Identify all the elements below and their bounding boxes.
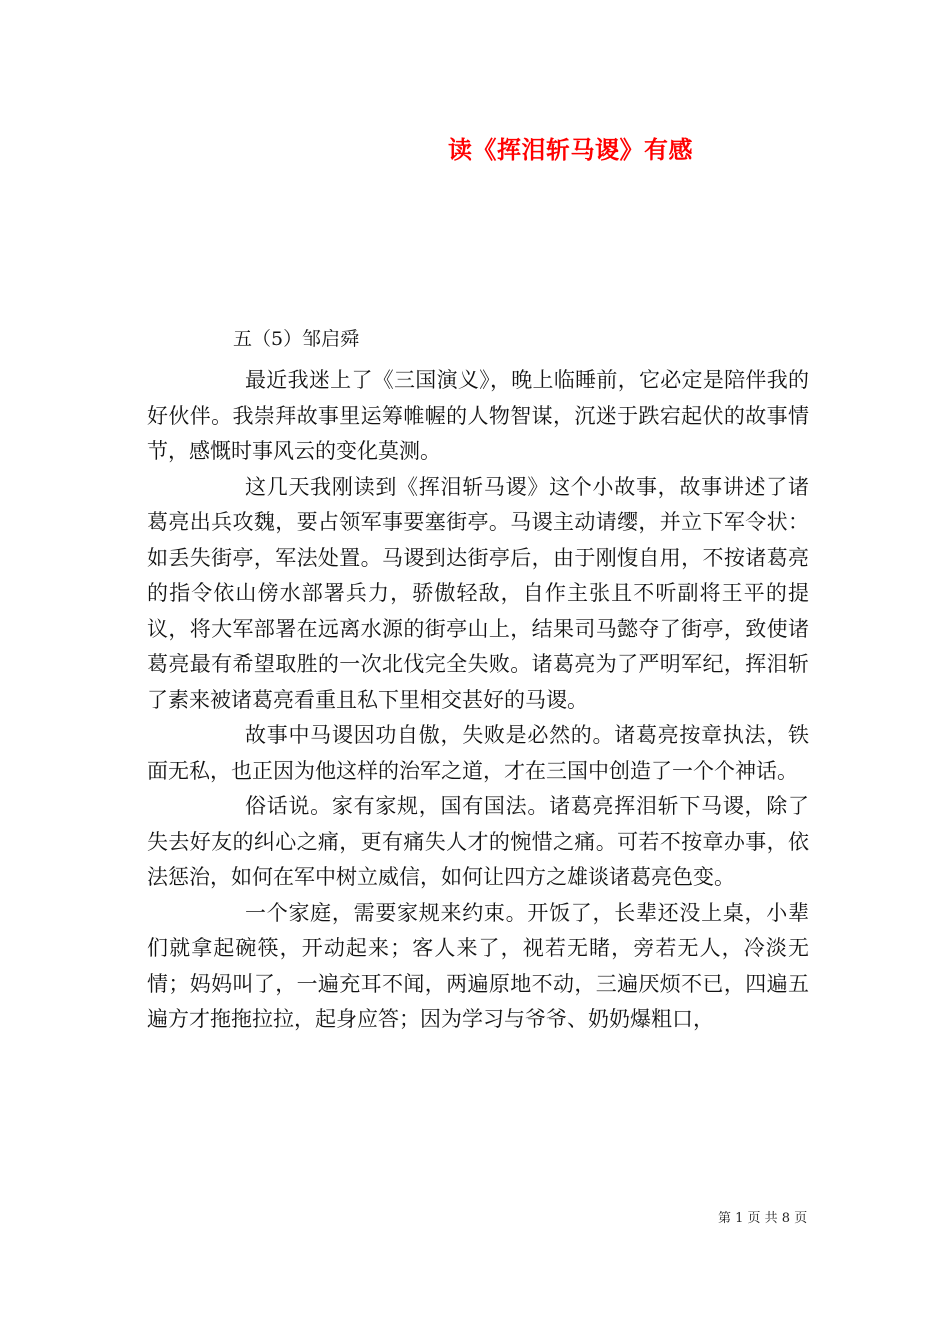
page-footer: 第 1 页 共 8 页 [718, 1211, 808, 1226]
paragraph-5: 一个家庭，需要家规来约束。开饭了，长辈还没上桌，小辈们就拿起碗筷，开动起来；客人来了，视若无睹，旁若无人，冷淡无情；妈妈叫了，一遍充耳不闻，两遍原地不动，三遍厌烦不已，四遍五遍方才拖拖拉拉，起身应答；因为学习与爷爷、奶奶爆粗口， [147, 900, 809, 1031]
paragraph-4: 俗话说。家有家规，国有国法。诸葛亮挥泪斩下马谡，除了失去好友的纠心之痛，更有痛失人才的惋惜之痛。可若不按章办事，依法惩治，如何在军中树立威信，如何让四方之雄谈诸葛亮色变。 [147, 794, 809, 889]
paragraph-2: 这几天我刚读到《挥泪斩马谡》这个小故事，故事讲述了诸葛亮出兵攻魏，要占领军事要塞街亭。马谡主动请缨，并立下军令状：如丢失街亭，军法处置。马谡到达街亭后，由于刚愎自用，不按诸葛亮的指令依山傍水部署兵力，骄傲轻敌，自作主张且不听副将王平的提议，将大军部署在远离水源的街亭山上，结果司马懿夺了街亭，致使诸葛亮最有希望取胜的一次北伐完全失败。诸葛亮为了严明军纪，挥泪斩了素来被诸葛亮看重且私下里相交甚好的马谡。 [147, 474, 809, 712]
page-title: 读《挥泪斩马谡》有感 [448, 135, 693, 164]
article-body [147, 363, 809, 1038]
paragraph-3: 故事中马谡因功自傲，失败是必然的。诸葛亮按章执法，铁面无私，也正因为他这样的治军之道，才在三国中创造了一个个神话。 [147, 723, 809, 783]
paragraph-1: 最近我迷上了《三国演义》，晚上临睡前，它必定是陪伴我的好伙伴。我崇拜故事里运筹帷幄的人物智谋，沉迷于跌宕起伏的故事情节，感慨时事风云的变化莫测。 [147, 368, 809, 463]
author-line: 五（5）邹启舜 [233, 328, 360, 350]
